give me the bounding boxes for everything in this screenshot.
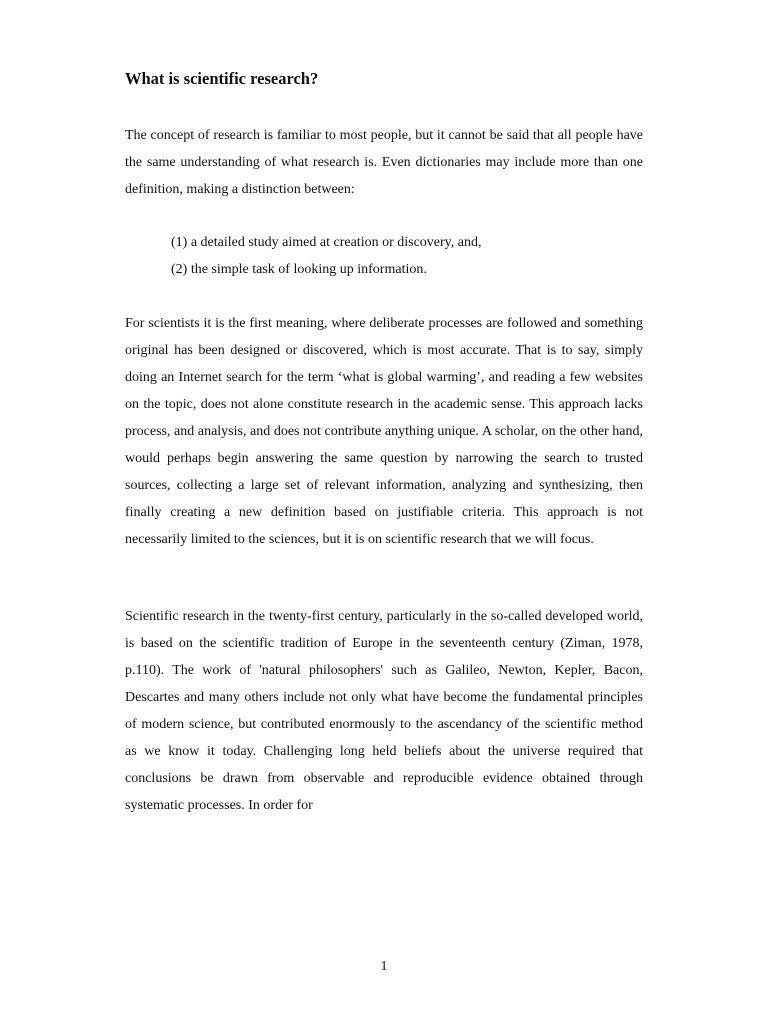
document-title: What is scientific research? [125,69,319,88]
paragraph-history: Scientific research in the twenty-first century, particularly in the so-called developed world, is based on the scientific tradition of Europe in the seventeenth century (Ziman, 1978, p.110). The work of 'natural philosophers' such as Galileo, Newton, Kepler, Bacon, Descartes and many others include not only what have become the fundamental principles of modern science, but contributed enormously to the ascendancy of the scientific method as we know it today. Challenging long held beliefs about the universe required that conclusions be drawn from observable and reproducible evidence obtained through systematic processes. In order for [125,609,643,814]
page-number: 1 [380,959,388,974]
paragraph-intro: The concept of research is familiar to most people, but it cannot be said that all people have the same understanding of what research is. Even dictionaries may include more than one definition, making a distinction between: [125,128,643,198]
definition-list [171,229,481,283]
definition-list-item-2: (2) the simple task of looking up information. [171,262,427,277]
definition-list-item-1: (1) a detailed study aimed at creation or discovery, and, [171,235,482,250]
paragraph-scientific-meaning: For scientists it is the first meaning, where deliberate processes are followed and something original has been designed or discovered, which is most accurate. That is to say, simply doing an Internet search for the term ‘what is global warming’, and reading a few websites on the topic, does not alone constitute research in the academic sense. This approach lacks process, and analysis, and does not contribute anything unique. A scholar, on the other hand, would perhaps begin answering the same question by narrowing the search to trusted sources, collecting a large set of relevant information, analyzing and synthesizing, then finally creating a new definition based on justifiable criteria. This approach is not necessarily limited to the sciences, but it is on scientific research that we will focus. [125,316,643,548]
